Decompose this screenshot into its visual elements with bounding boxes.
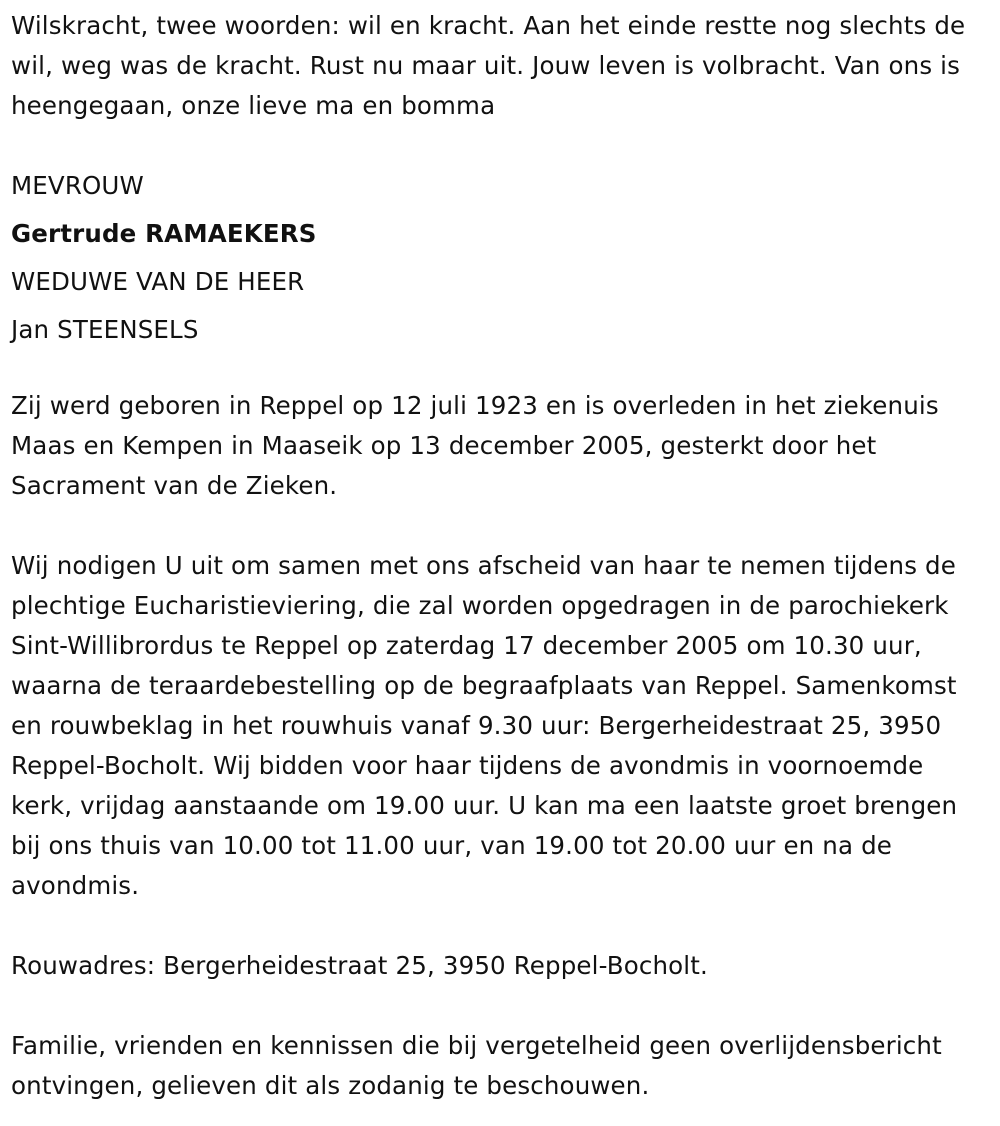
deceased-block (11, 162, 990, 354)
widow-label: WEDUWE VAN DE HEER (11, 267, 305, 296)
closing-note: Familie, vrienden en kennissen die bij vergetelheid geen overlijdensbericht ontvingen, gelieven dit als zodanig te beschouwen. (11, 1031, 942, 1100)
mourning-address: Rouwadres: Bergerheidestraat 25, 3950 Reppel-Bocholt. (11, 951, 708, 980)
title-prefix: MEVROUW (11, 171, 144, 200)
intro-paragraph: Wilskracht, twee woorden: wil en kracht. Aan het einde restte nog slechts de wil, weg was de kracht. Rust nu maar uit. Jouw leven is volbracht. Van ons is heengegaan, onze lieve ma en bomma (11, 11, 966, 120)
invitation-paragraph: Wij nodigen U uit om samen met ons afscheid van haar te nemen tijdens de plechtige Eucharistieviering, die zal worden opgedragen in de parochiekerk Sint-Willibrordus te Reppel op zaterdag 17 december 2005 om 10.30 uur, waarna de teraardebestelling op de begraafplaats van Reppel. Samenkomst en rouwbeklag in het rouwhuis vanaf 9.30 uur: Bergerheidestraat 25, 3950 Reppel-Bocholt. Wij bidden voor haar tijdens de avondmis in voornoemde kerk, vrijdag aanstaande om 19.00 uur. U kan ma een laatste groet brengen bij ons thuis van 10.00 tot 11.00 uur, van 19.00 tot 20.00 uur en na de avondmis. (11, 551, 958, 900)
deceased-name: Gertrude RAMAEKERS (11, 219, 317, 248)
spouse-name: Jan STEENSELS (11, 315, 199, 344)
birth-death-paragraph: Zij werd geboren in Reppel op 12 juli 1923 en is overleden in het ziekenuis Maas en Kempen in Maaseik op 13 december 2005, gesterkt door het Sacrament van de Zieken. (11, 391, 939, 500)
